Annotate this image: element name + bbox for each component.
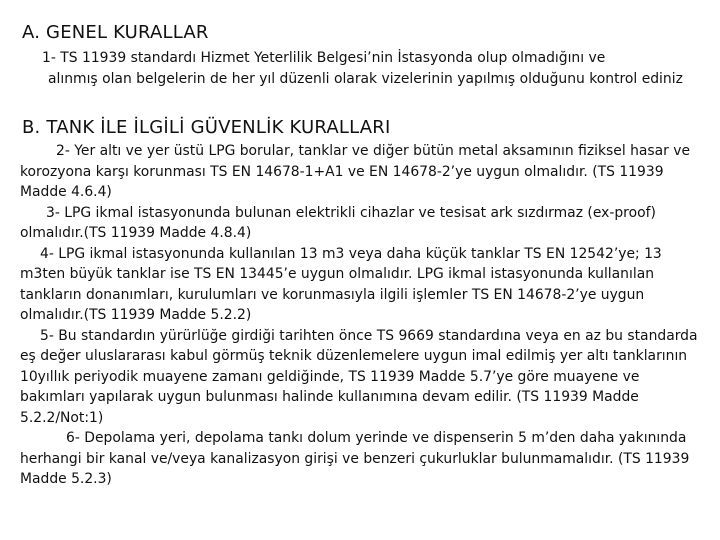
section-b-body — [20, 141, 702, 490]
section-b-item-5: 5- Bu standardın yürürlüğe girdiği tarihten önce TS 9669 standardına veya en az bu standarda eş değer uluslararası kabul görmüş teknik düzenlemelere uygun imal edilmiş yer altı tanklarının 10yıllık periyodik muayene zamanı geldiğinde, TS 11939 Madde 5.7’ye göre muayene ve bakımları yapılarak uygun bulunması halinde kullanımına devam edilir. (TS 11939 Madde 5.2.2/Not:1) — [20, 327, 698, 426]
section-a-item-1-line1: 1- TS 11939 standardı Hizmet Yeterlilik Belgesi’nin İstasyonda olup olmadığını ve — [42, 50, 606, 66]
section-a-heading: A. GENEL KURALLAR — [22, 22, 209, 43]
section-b-item-3: 3- LPG ikmal istasyonunda bulunan elektrikli cihazlar ve tesisat ark sızdırmaz (ex-proof) olmalıdır.(TS 11939 Madde 4.8.4) — [20, 204, 656, 241]
section-b-item-2: 2- Yer altı ve yer üstü LPG borular, tanklar ve diğer bütün metal aksamının fiziksel hasar ve korozyona karşı korunması TS EN 14678-1+A1 ve EN 14678-2’ye uygun olmalıdır. (TS 11939 Madde 4.6.4) — [20, 143, 691, 200]
section-b-item-4: 4- LPG ikmal istasyonunda kullanılan 13 m3 veya daha küçük tanklar TS EN 12542’ye; 13 m3ten büyük tanklar ise TS EN 13445’e uygun olmalıdır. LPG ikmal istasyonunda kullanılan tankların donanımları, kurulumları ve korunmasıyla ilgili işlemler TS EN 14678-2’ye uygun olmalıdır.(TS 11939 Madde 5.2.2) — [20, 245, 662, 323]
section-b-item-6: 6- Depolama yeri, depolama tankı dolum yerinde ve dispenserin 5 m’den daha yakınında herhangi bir kanal ve/veya kanalizasyon girişi ve benzeri çukurluklar bulunmamalıdır. (TS 11939 Madde 5.2.3) — [20, 430, 690, 487]
section-a-item-1 — [42, 48, 692, 89]
section-a-item-1-rest: alınmış olan belgelerin de her yıl düzenli olarak vizelerinin yapılmış olduğunu kontrol ediniz — [48, 70, 683, 87]
section-b-heading: B. TANK İLE İLGİLİ GÜVENLİK KURALLARI — [22, 117, 391, 138]
